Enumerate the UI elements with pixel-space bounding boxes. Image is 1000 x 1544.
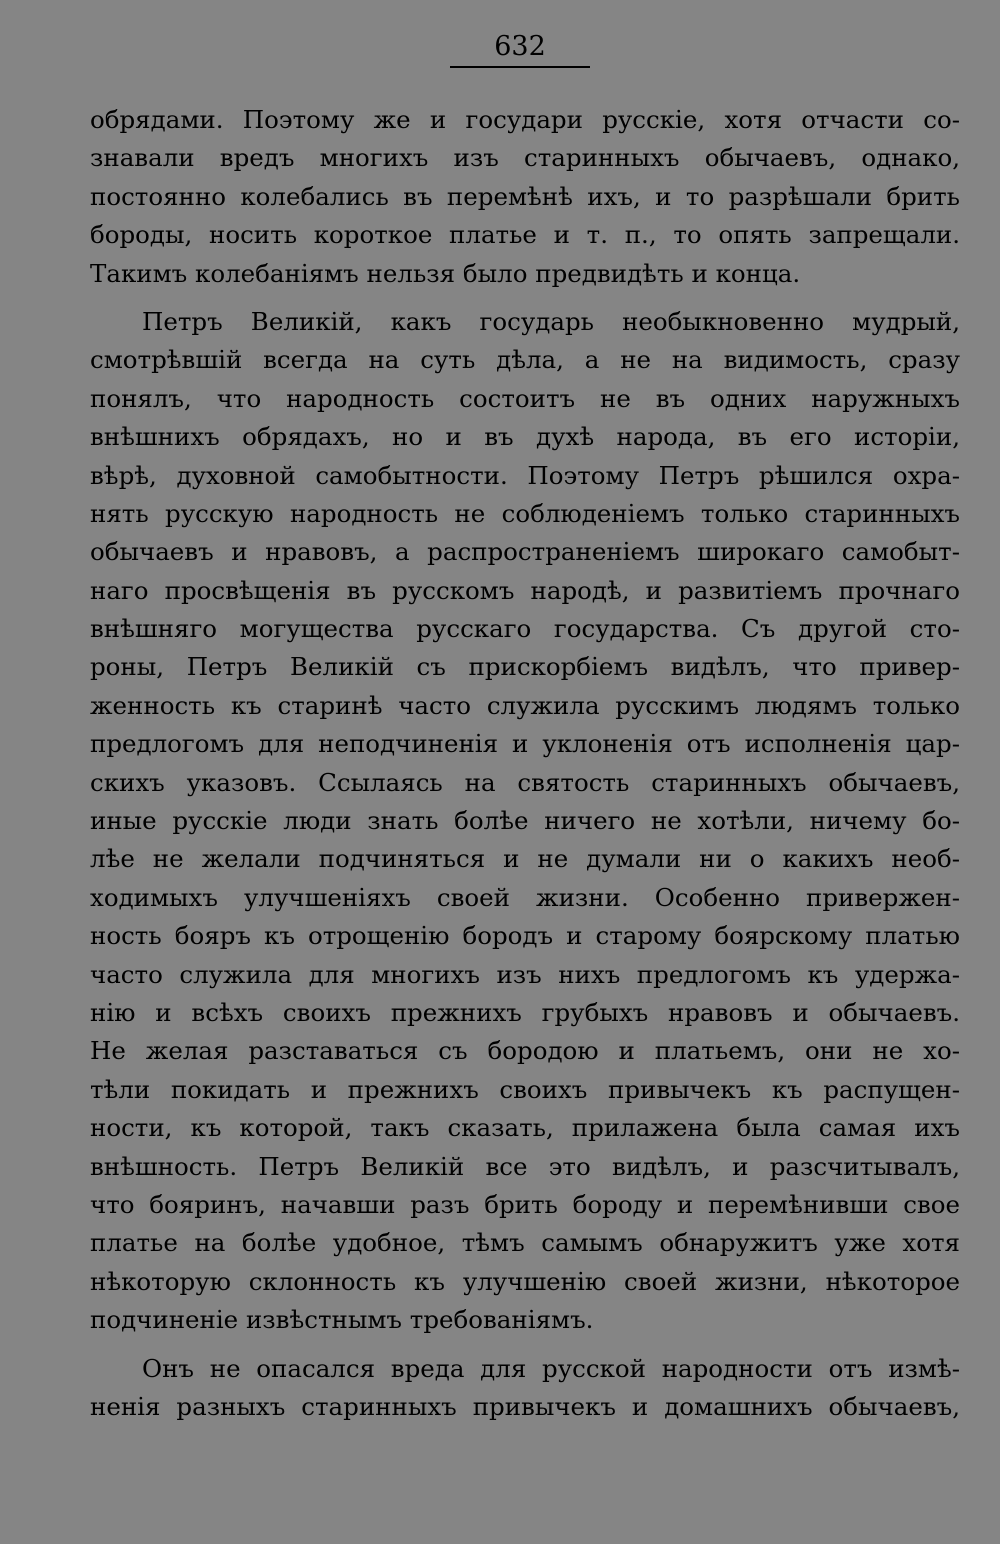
text-line: что бояринъ, начавши разъ брить бороду и перемѣнивши свое xyxy=(90,1189,960,1219)
text-line: постоянно колебались въ перемѣнѣ ихъ, и то разрѣшали брить xyxy=(90,181,960,211)
text-line: иные русскіе люди знать болѣе ничего не хотѣли, ничему бо- xyxy=(90,806,960,836)
text-line: знавали вредъ многихъ изъ старинныхъ обычаевъ, однако, xyxy=(90,143,960,173)
body-text xyxy=(90,101,960,1426)
text-line: подчиненіе извѣстнымъ требованіямъ. xyxy=(90,1305,594,1335)
text-line: лѣе не желали подчиняться и не думали ни о какихъ необ- xyxy=(90,844,960,874)
text-line: часто служила для многихъ изъ нихъ предлогомъ къ удержа- xyxy=(90,959,960,989)
paragraph-1 xyxy=(90,101,960,293)
text-line: понялъ, что народность состоитъ не въ одних наружныхъ xyxy=(90,383,960,413)
text-line: ненія разныхъ старинныхъ привычекъ и домашнихъ обычаевъ, xyxy=(90,1391,960,1421)
text-line: Такимъ колебаніямъ нельзя было предвидѣть и конца. xyxy=(90,258,801,288)
paragraph-3 xyxy=(90,1350,960,1427)
text-line: наго просвѣщенія въ русскомъ народѣ, и развитіемъ прочнаго xyxy=(90,575,960,605)
text-line: вѣрѣ, духовной самобытности. Поэтому Петръ рѣшился охра- xyxy=(90,460,960,490)
paragraph-2 xyxy=(90,303,960,1340)
text-line: Онъ не опасался вреда для русской народности отъ измѣ- xyxy=(142,1353,960,1383)
text-line: Не желая разставаться съ бородою и платьемъ, они не хо- xyxy=(90,1036,960,1066)
text-line: нію и всѣхъ своихъ прежнихъ грубыхъ нравовъ и обычаевъ. xyxy=(90,997,960,1027)
page-number: 632 xyxy=(494,31,546,62)
text-line: бороды, носить короткое платье и т. п., то опять запрещали. xyxy=(90,220,960,250)
text-line: обычаевъ и нравовъ, а распространеніемъ широкаго самобыт- xyxy=(90,537,960,567)
text-line: ности, къ которой, такъ сказать, прилажена была самая ихъ xyxy=(90,1113,960,1143)
text-line: внѣшность. Петръ Великій все это видѣлъ, и разсчитывалъ, xyxy=(90,1151,960,1181)
text-line: внѣшнихъ обрядахъ, но и въ духѣ народа, въ его исторіи, xyxy=(90,422,960,452)
text-line: роны, Петръ Великій съ прискорбіемъ видѣлъ, что привер- xyxy=(90,652,960,682)
text-line: ность бояръ къ отрощенію бородъ и старому боярскому платью xyxy=(90,921,960,951)
text-line: Петръ Великій, какъ государь необыкновенно мудрый, xyxy=(142,306,960,336)
text-line: женность къ старинѣ часто служила русскимъ людямъ только xyxy=(90,690,960,720)
text-line: платье на болѣе удобное, тѣмъ самымъ обнаружитъ уже хотя xyxy=(90,1228,960,1258)
text-line: смотрѣвшій всегда на суть дѣла, а не на видимость, сразу xyxy=(90,345,960,375)
text-line: ходимыхъ улучшеніяхъ своей жизни. Особенно привержен- xyxy=(90,882,960,912)
text-line: тѣли покидать и прежнихъ своихъ привычекъ къ распущен- xyxy=(90,1074,960,1104)
text-line: нять русскую народность не соблюденіемъ только старинныхъ xyxy=(90,498,960,528)
text-line: нѣкоторую склонность къ улучшенію своей жизни, нѣкоторое xyxy=(90,1266,960,1296)
text-line: предлогомъ для неподчиненія и уклоненія отъ исполненія цар- xyxy=(90,729,960,759)
text-line: скихъ указовъ. Ссылаясь на святость старинныхъ обычаевъ, xyxy=(90,767,960,797)
text-line: обрядами. Поэтому же и государи русскіе, хотя отчасти со- xyxy=(90,105,960,134)
text-line: внѣшняго могущества русскаго государства. Съ другой сто- xyxy=(90,614,960,644)
page-number-rule xyxy=(450,66,590,68)
